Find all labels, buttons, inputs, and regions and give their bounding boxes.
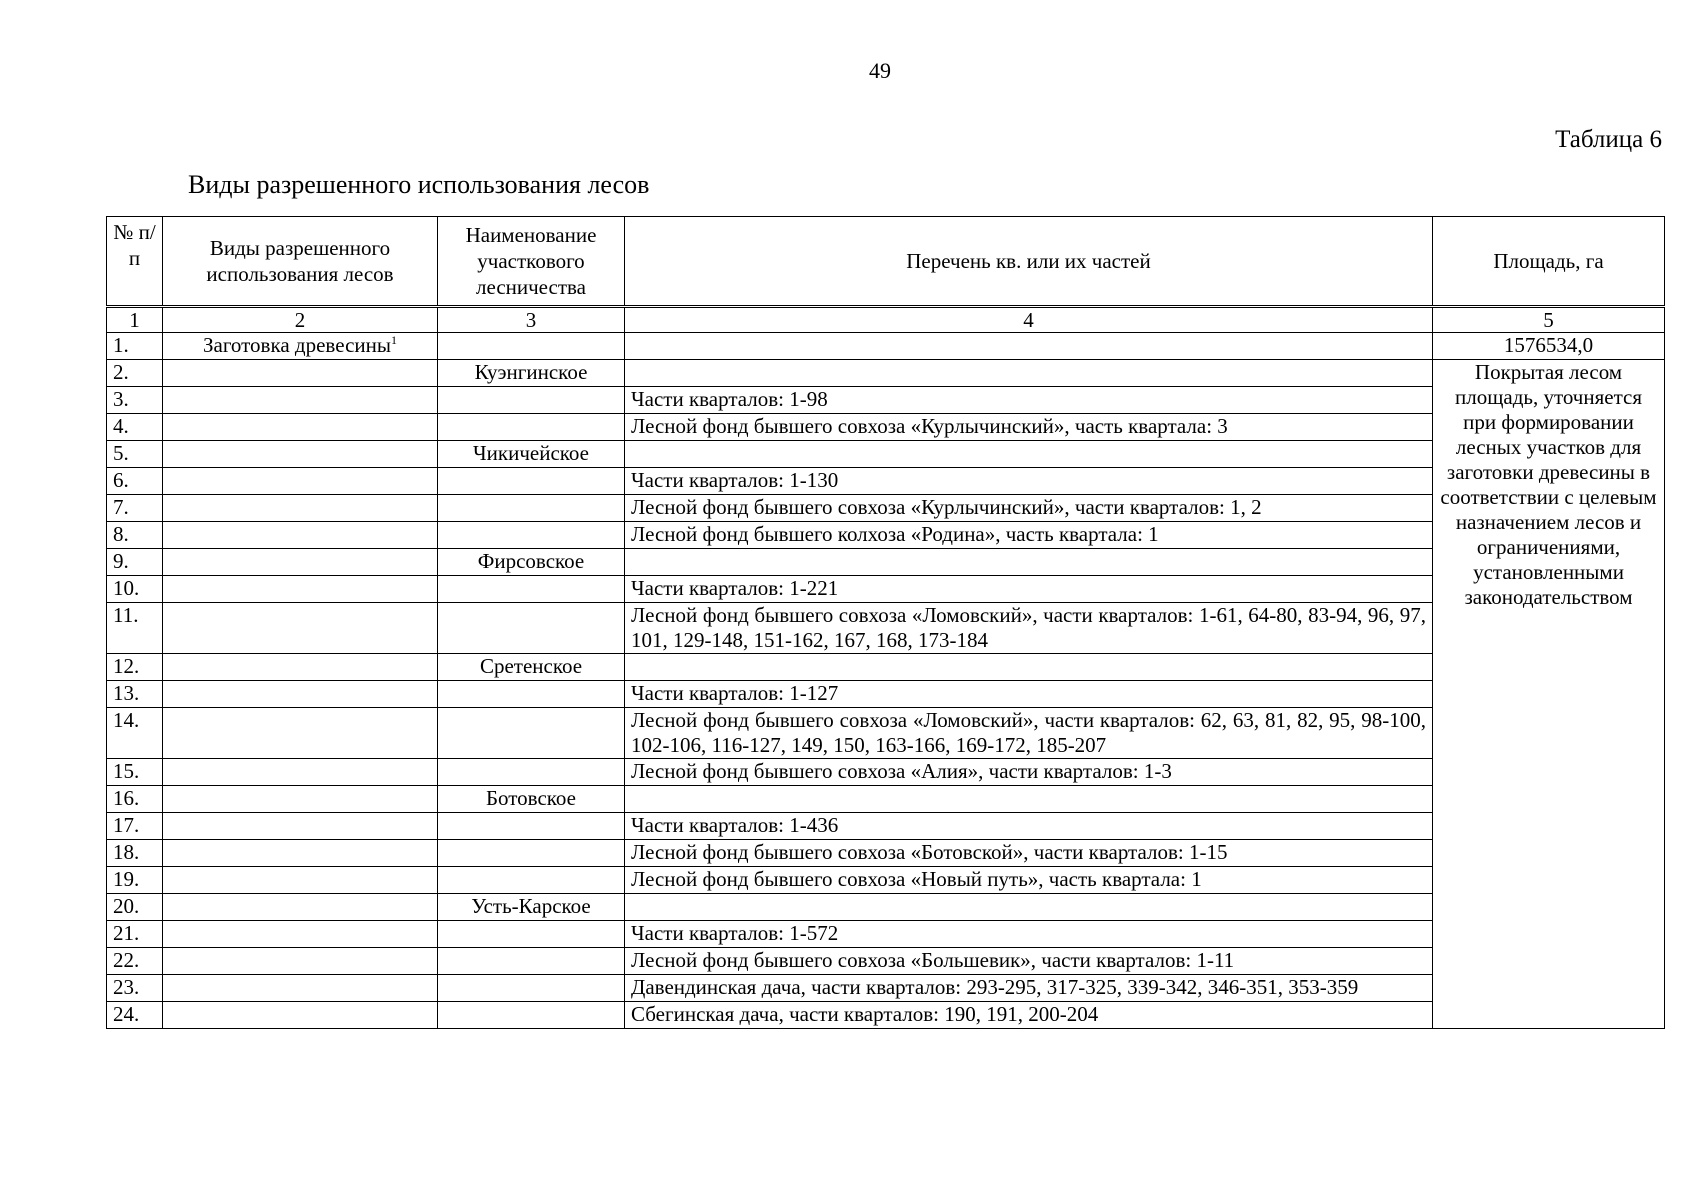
forestry-cell: Ботовское bbox=[438, 786, 625, 813]
row-number: 4. bbox=[107, 414, 163, 441]
row-number: 12. bbox=[107, 654, 163, 681]
quarters-cell: Лесной фонд бывшего совхоза «Большевик», части кварталов: 1-11 bbox=[625, 948, 1433, 975]
quarters-cell: Лесной фонд бывшего совхоза «Ботовской», части кварталов: 1-15 bbox=[625, 840, 1433, 867]
use-type-cell bbox=[163, 786, 438, 813]
forestry-cell bbox=[438, 840, 625, 867]
forestry-cell bbox=[438, 813, 625, 840]
table-row bbox=[107, 654, 1665, 681]
use-type-cell bbox=[163, 948, 438, 975]
quarters-cell: Лесной фонд бывшего совхоза «Курлычинский», часть квартала: 3 bbox=[625, 414, 1433, 441]
table-row bbox=[107, 522, 1665, 549]
forestry-cell bbox=[438, 867, 625, 894]
forest-use-table bbox=[106, 216, 1665, 1029]
area-note: Покрытая лесом площадь, уточняется при формировании лесных участков для заготовки древесины в соответствии с целевым назначением лесов и ограничениями, установленными законодательством bbox=[1433, 360, 1665, 1029]
use-type-cell bbox=[163, 333, 438, 360]
use-type-cell bbox=[163, 603, 438, 654]
forestry-cell bbox=[438, 576, 625, 603]
table-row bbox=[107, 867, 1665, 894]
forestry-cell bbox=[438, 387, 625, 414]
area-value: 1576534,0 bbox=[1433, 333, 1665, 360]
table-row bbox=[107, 921, 1665, 948]
row-number: 11. bbox=[107, 603, 163, 654]
forestry-cell bbox=[438, 921, 625, 948]
quarters-cell bbox=[625, 549, 1433, 576]
use-type-cell bbox=[163, 468, 438, 495]
quarters-cell: Части кварталов: 1-436 bbox=[625, 813, 1433, 840]
header-use-type: Виды разрешенного использования лесов bbox=[163, 217, 438, 307]
table-row bbox=[107, 975, 1665, 1002]
column-numbers-row bbox=[107, 307, 1665, 333]
table-row bbox=[107, 603, 1665, 654]
table-row bbox=[107, 414, 1665, 441]
forestry-cell bbox=[438, 522, 625, 549]
row-number: 23. bbox=[107, 975, 163, 1002]
use-type-cell bbox=[163, 708, 438, 759]
header-row bbox=[107, 217, 1665, 307]
column-number: 4 bbox=[625, 307, 1433, 333]
column-number: 5 bbox=[1433, 307, 1665, 333]
row-number: 2. bbox=[107, 360, 163, 387]
table-row bbox=[107, 333, 1665, 360]
table-row bbox=[107, 759, 1665, 786]
table-row bbox=[107, 948, 1665, 975]
forestry-cell: Сретенское bbox=[438, 654, 625, 681]
row-number: 8. bbox=[107, 522, 163, 549]
table-row bbox=[107, 441, 1665, 468]
forestry-cell bbox=[438, 414, 625, 441]
header-forestry: Наименование участкового лесничества bbox=[438, 217, 625, 307]
forestry-cell bbox=[438, 948, 625, 975]
document-title: Виды разрешенного использования лесов bbox=[188, 170, 650, 199]
use-type-cell bbox=[163, 840, 438, 867]
quarters-cell bbox=[625, 654, 1433, 681]
use-type-cell bbox=[163, 894, 438, 921]
use-type-cell bbox=[163, 759, 438, 786]
row-number: 20. bbox=[107, 894, 163, 921]
forestry-cell: Усть-Карское bbox=[438, 894, 625, 921]
table-row bbox=[107, 894, 1665, 921]
use-type-cell bbox=[163, 360, 438, 387]
quarters-cell: Лесной фонд бывшего совхоза «Ломовский», части кварталов: 1-61, 64-80, 83-94, 96, 97, 101, 129-148, 151-162, 167, 168, 173-184 bbox=[625, 603, 1433, 654]
use-type-cell bbox=[163, 576, 438, 603]
table-row bbox=[107, 549, 1665, 576]
row-number: 6. bbox=[107, 468, 163, 495]
column-number: 1 bbox=[107, 307, 163, 333]
row-number: 19. bbox=[107, 867, 163, 894]
table-row bbox=[107, 1002, 1665, 1029]
header-quarters-list: Перечень кв. или их частей bbox=[625, 217, 1433, 307]
quarters-cell: Части кварталов: 1-127 bbox=[625, 681, 1433, 708]
forestry-cell bbox=[438, 333, 625, 360]
column-number: 3 bbox=[438, 307, 625, 333]
forestry-cell bbox=[438, 603, 625, 654]
row-number: 9. bbox=[107, 549, 163, 576]
use-type-cell bbox=[163, 495, 438, 522]
forestry-cell: Чикичейское bbox=[438, 441, 625, 468]
quarters-cell: Сбегинская дача, части кварталов: 190, 191, 200-204 bbox=[625, 1002, 1433, 1029]
quarters-cell: Части кварталов: 1-221 bbox=[625, 576, 1433, 603]
quarters-cell: Давендинская дача, части кварталов: 293-295, 317-325, 339-342, 346-351, 353-359 bbox=[625, 975, 1433, 1002]
quarters-cell: Лесной фонд бывшего совхоза «Ломовский», части кварталов: 62, 63, 81, 82, 95, 98-100, 102-106, 116-127, 149, 150, 163-166, 169-172, 185-207 bbox=[625, 708, 1433, 759]
row-number: 21. bbox=[107, 921, 163, 948]
row-number: 18. bbox=[107, 840, 163, 867]
table-row bbox=[107, 840, 1665, 867]
quarters-cell: Лесной фонд бывшего совхоза «Алия», части кварталов: 1-3 bbox=[625, 759, 1433, 786]
row-number: 1. bbox=[107, 333, 163, 360]
use-type-cell bbox=[163, 1002, 438, 1029]
use-type-text: Заготовка древесины bbox=[203, 333, 391, 357]
table-row bbox=[107, 708, 1665, 759]
forestry-cell bbox=[438, 975, 625, 1002]
use-type-cell bbox=[163, 414, 438, 441]
table-row bbox=[107, 576, 1665, 603]
table-row bbox=[107, 681, 1665, 708]
quarters-cell: Части кварталов: 1-130 bbox=[625, 468, 1433, 495]
forestry-cell bbox=[438, 681, 625, 708]
use-type-cell bbox=[163, 681, 438, 708]
forestry-cell bbox=[438, 708, 625, 759]
use-type-cell bbox=[163, 921, 438, 948]
header-area: Площадь, га bbox=[1433, 217, 1665, 307]
use-type-cell bbox=[163, 813, 438, 840]
quarters-cell bbox=[625, 786, 1433, 813]
quarters-cell: Лесной фонд бывшего совхоза «Курлычинский», части кварталов: 1, 2 bbox=[625, 495, 1433, 522]
use-type-cell bbox=[163, 975, 438, 1002]
use-type-cell bbox=[163, 549, 438, 576]
quarters-cell: Части кварталов: 1-98 bbox=[625, 387, 1433, 414]
table-row bbox=[107, 360, 1665, 387]
table-row bbox=[107, 495, 1665, 522]
table-row bbox=[107, 468, 1665, 495]
quarters-cell bbox=[625, 894, 1433, 921]
table-row bbox=[107, 786, 1665, 813]
quarters-cell: Части кварталов: 1-572 bbox=[625, 921, 1433, 948]
use-type-cell bbox=[163, 387, 438, 414]
quarters-cell bbox=[625, 360, 1433, 387]
row-number: 15. bbox=[107, 759, 163, 786]
row-number: 14. bbox=[107, 708, 163, 759]
use-type-cell bbox=[163, 867, 438, 894]
forestry-cell bbox=[438, 1002, 625, 1029]
table-row bbox=[107, 813, 1665, 840]
forestry-cell: Куэнгинское bbox=[438, 360, 625, 387]
row-number: 22. bbox=[107, 948, 163, 975]
forestry-cell bbox=[438, 759, 625, 786]
column-number: 2 bbox=[163, 307, 438, 333]
quarters-cell bbox=[625, 441, 1433, 468]
page-number: 49 bbox=[869, 58, 891, 83]
row-number: 16. bbox=[107, 786, 163, 813]
quarters-cell bbox=[625, 333, 1433, 360]
use-type-cell bbox=[163, 441, 438, 468]
row-number: 5. bbox=[107, 441, 163, 468]
table-label: Таблица 6 bbox=[1555, 126, 1662, 153]
table-row bbox=[107, 387, 1665, 414]
row-number: 3. bbox=[107, 387, 163, 414]
row-number: 24. bbox=[107, 1002, 163, 1029]
forestry-cell bbox=[438, 468, 625, 495]
quarters-cell: Лесной фонд бывшего колхоза «Родина», часть квартала: 1 bbox=[625, 522, 1433, 549]
quarters-cell: Лесной фонд бывшего совхоза «Новый путь», часть квартала: 1 bbox=[625, 867, 1433, 894]
row-number: 7. bbox=[107, 495, 163, 522]
footnote-mark: 1 bbox=[390, 333, 397, 347]
use-type-cell bbox=[163, 522, 438, 549]
row-number: 13. bbox=[107, 681, 163, 708]
use-type-cell bbox=[163, 654, 438, 681]
row-number: 10. bbox=[107, 576, 163, 603]
row-number: 17. bbox=[107, 813, 163, 840]
header-number: № п/п bbox=[107, 217, 163, 307]
forestry-cell bbox=[438, 495, 625, 522]
forestry-cell: Фирсовское bbox=[438, 549, 625, 576]
